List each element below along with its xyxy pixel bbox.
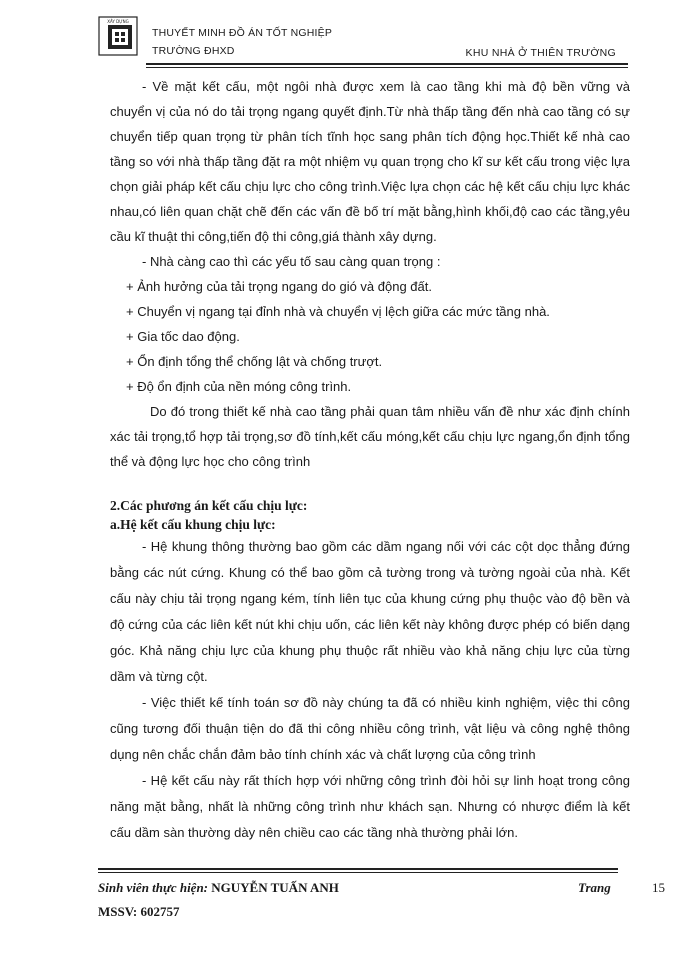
student-info <box>98 880 339 896</box>
page-body <box>110 74 630 846</box>
list-item: + Gia tốc dao động. <box>126 329 240 344</box>
paragraph-conclusion: Do đó trong thiết kế nhà cao tầng phải quan tâm nhiều vấn đề như xác định chính xác tải trọng,tổ hợp tải trọng,sơ đồ tính,kết cấu móng,kết cấu chịu lực ngang,ổn định tổng thể và động lực học cho công trình <box>110 404 630 469</box>
footer-divider-thin <box>98 872 618 873</box>
paragraph-frame-system: - Hệ khung thông thường bao gồm các dầm ngang nối với các cột dọc thẳng đứng bằng các nút cứng. Khung có thể bao gồm cả tường trong và tường ngoài của nhà. Kết cấu này chịu tải trọng ngang kém, tính liên tục của khung cứng phụ thuộc vào độ bền và độ cứng của các liên kết nút khi chịu uốn, các liên kết này không được phép có biến dạng góc. Khả năng chịu lực của khung phụ thuộc rất nhiều vào khả năng chịu lực của từng dầm và từng cột. <box>110 539 630 684</box>
student-label: Sinh viên thực hiện: <box>98 880 209 895</box>
footer-divider <box>98 868 618 870</box>
header-divider-thin <box>146 67 628 68</box>
paragraph-structure-intro: - Về mặt kết cấu, một ngôi nhà được xem là cao tầng khi mà độ bền vững và chuyển vị của nó do tải trọng ngang quyết định.Từ nhà thấp tầng đến nhà cao tầng có sự chuyển tiếp quan trọng từ phân tích tĩnh học sang phân tích động học.Thiết kế nhà cao tầng so với nhà thấp tầng đặt ra một nhiệm vụ quan trọng cho kĩ sư kết cấu trong việc lựa chọn giải pháp kết cấu chịu lực cho công trình.Việc lựa chọn các hệ kết cấu chịu lực khác nhau,có liên quan chặt chẽ đến các vấn đề bố trí mặt bằng,hình khối,độ cao các tầng,yêu cầu kĩ thuật thi công,tiến độ thi công,giá thành xây dựng. <box>110 79 630 244</box>
list-item: + Ảnh hưởng của tải trọng ngang do gió và động đất. <box>126 279 432 294</box>
university-logo-icon <box>98 16 138 56</box>
paragraph-suitability: - Hệ kết cấu này rất thích hợp với những công trình đòi hỏi sự linh hoạt trong công năng mặt bằng, nhất là những công trình như khách sạn. Nhưng có nhược điểm là kết cấu dầm sàn thường dày nên chiều cao các tầng nhà thường phải lớn. <box>110 773 630 840</box>
header-divider <box>146 63 628 65</box>
page-number: 15 <box>652 880 665 895</box>
page-label: Trang <box>578 880 611 895</box>
list-item: + Chuyển vị ngang tại đỉnh nhà và chuyển vị lệch giữa các mức tầng nhà. <box>126 304 550 319</box>
page-footer <box>98 868 628 928</box>
list-item: + Độ ổn định của nền móng công trình. <box>126 379 352 394</box>
section-heading: 2.Các phương án kết cấu chịu lực: <box>110 498 308 513</box>
student-name: NGUYỄN TUẤN ANH <box>211 880 339 895</box>
paragraph-factors-intro: - Nhà càng cao thì các yếu tố sau càng quan trọng : <box>142 254 441 269</box>
list-item: + Ổn định tổng thể chống lật và chống trượt. <box>126 354 383 369</box>
svg-text:XÂY DỰNG: XÂY DỰNG <box>107 19 129 24</box>
subsection-heading: a.Hệ kết cấu khung chịu lực: <box>110 517 276 532</box>
page-header <box>98 12 628 64</box>
document-title: THUYẾT MINH ĐỒ ÁN TỐT NGHIỆP <box>152 27 333 39</box>
factor-list <box>110 274 630 399</box>
project-name: KHU NHÀ Ở THIÊN TRƯỜNG <box>465 47 616 59</box>
student-id: MSSV: 602757 <box>98 904 180 919</box>
paragraph-design-experience: - Việc thiết kế tính toán sơ đồ này chúng ta đã có nhiều kinh nghiệm, việc thi công cũng tương đối thuận tiện do đã thi công nhiều công trình, vật liệu và công nghệ thông dụng nên chắc chắn đảm bảo tính chính xác và chất lượng của công trình <box>110 695 630 762</box>
school-name: TRƯỜNG ĐHXD <box>152 45 235 57</box>
